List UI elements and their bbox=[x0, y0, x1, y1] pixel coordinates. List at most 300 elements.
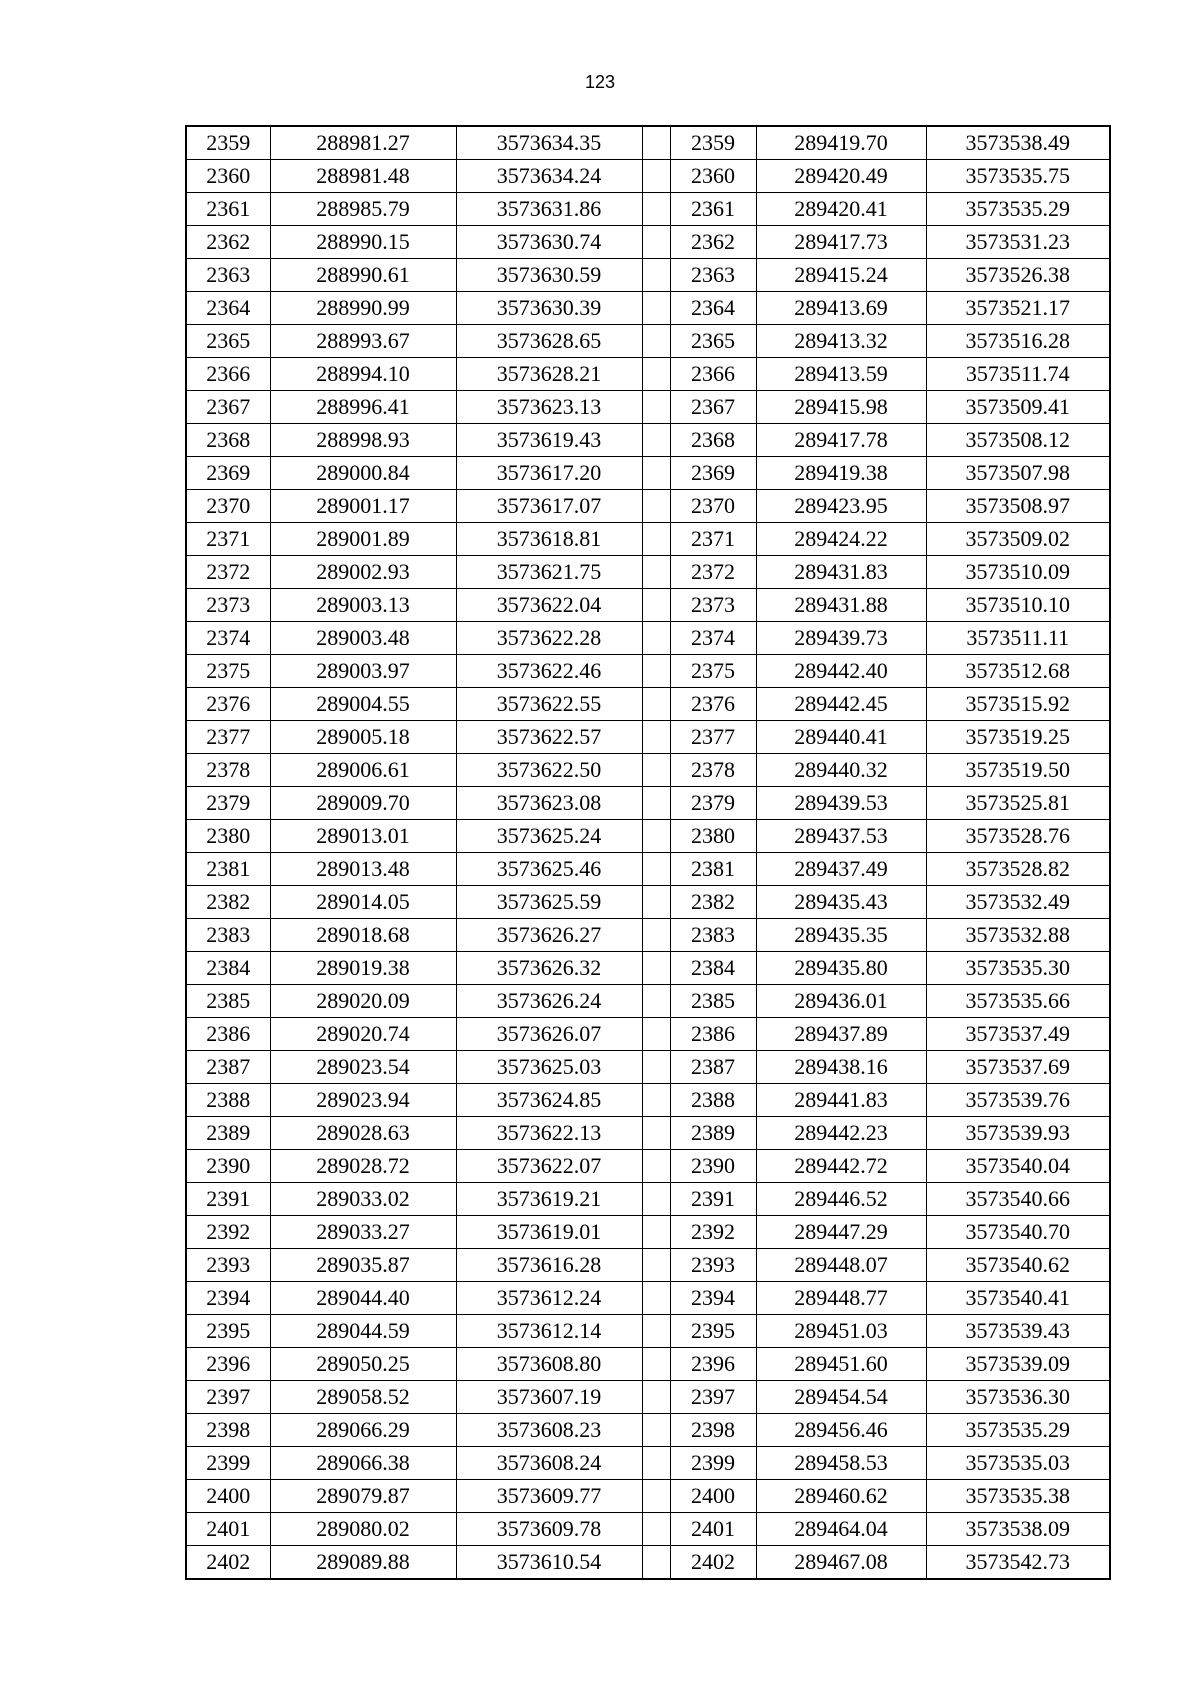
right-x-coordinate-cell: 289413.32 bbox=[756, 325, 926, 358]
left-x-coordinate-cell: 288981.27 bbox=[270, 126, 456, 160]
left-y-coordinate-cell: 3573626.27 bbox=[456, 919, 642, 952]
separator-cell bbox=[642, 391, 670, 424]
separator-cell bbox=[642, 126, 670, 160]
left-x-coordinate-cell: 289014.05 bbox=[270, 886, 456, 919]
left-y-coordinate-cell: 3573625.59 bbox=[456, 886, 642, 919]
table-row bbox=[186, 193, 1110, 226]
table-row bbox=[186, 754, 1110, 787]
coordinates-table bbox=[185, 125, 1111, 1580]
right-point-number-cell: 2387 bbox=[670, 1051, 756, 1084]
table-row bbox=[186, 259, 1110, 292]
left-x-coordinate-cell: 288985.79 bbox=[270, 193, 456, 226]
left-y-coordinate-cell: 3573621.75 bbox=[456, 556, 642, 589]
right-y-coordinate-cell: 3573510.09 bbox=[926, 556, 1110, 589]
left-point-number-cell: 2390 bbox=[186, 1150, 270, 1183]
left-point-number-cell: 2361 bbox=[186, 193, 270, 226]
table-row bbox=[186, 886, 1110, 919]
table-row bbox=[186, 952, 1110, 985]
right-point-number-cell: 2380 bbox=[670, 820, 756, 853]
left-point-number-cell: 2396 bbox=[186, 1348, 270, 1381]
left-x-coordinate-cell: 289033.02 bbox=[270, 1183, 456, 1216]
right-x-coordinate-cell: 289419.70 bbox=[756, 126, 926, 160]
separator-cell bbox=[642, 1414, 670, 1447]
right-point-number-cell: 2364 bbox=[670, 292, 756, 325]
left-point-number-cell: 2399 bbox=[186, 1447, 270, 1480]
left-point-number-cell: 2378 bbox=[186, 754, 270, 787]
right-x-coordinate-cell: 289413.59 bbox=[756, 358, 926, 391]
right-point-number-cell: 2384 bbox=[670, 952, 756, 985]
left-y-coordinate-cell: 3573617.07 bbox=[456, 490, 642, 523]
right-point-number-cell: 2374 bbox=[670, 622, 756, 655]
right-point-number-cell: 2394 bbox=[670, 1282, 756, 1315]
right-point-number-cell: 2378 bbox=[670, 754, 756, 787]
separator-cell bbox=[642, 193, 670, 226]
left-y-coordinate-cell: 3573634.24 bbox=[456, 160, 642, 193]
right-point-number-cell: 2397 bbox=[670, 1381, 756, 1414]
left-point-number-cell: 2359 bbox=[186, 126, 270, 160]
separator-cell bbox=[642, 523, 670, 556]
table-row bbox=[186, 1546, 1110, 1580]
separator-cell bbox=[642, 457, 670, 490]
right-point-number-cell: 2400 bbox=[670, 1480, 756, 1513]
left-x-coordinate-cell: 289013.48 bbox=[270, 853, 456, 886]
left-x-coordinate-cell: 289004.55 bbox=[270, 688, 456, 721]
right-y-coordinate-cell: 3573532.49 bbox=[926, 886, 1110, 919]
left-x-coordinate-cell: 289058.52 bbox=[270, 1381, 456, 1414]
left-point-number-cell: 2381 bbox=[186, 853, 270, 886]
left-y-coordinate-cell: 3573608.23 bbox=[456, 1414, 642, 1447]
left-y-coordinate-cell: 3573622.13 bbox=[456, 1117, 642, 1150]
right-x-coordinate-cell: 289439.73 bbox=[756, 622, 926, 655]
right-point-number-cell: 2376 bbox=[670, 688, 756, 721]
left-point-number-cell: 2376 bbox=[186, 688, 270, 721]
table-row bbox=[186, 1414, 1110, 1447]
separator-cell bbox=[642, 556, 670, 589]
right-y-coordinate-cell: 3573537.49 bbox=[926, 1018, 1110, 1051]
left-point-number-cell: 2389 bbox=[186, 1117, 270, 1150]
left-y-coordinate-cell: 3573625.24 bbox=[456, 820, 642, 853]
separator-cell bbox=[642, 787, 670, 820]
left-y-coordinate-cell: 3573607.19 bbox=[456, 1381, 642, 1414]
left-point-number-cell: 2369 bbox=[186, 457, 270, 490]
right-x-coordinate-cell: 289448.77 bbox=[756, 1282, 926, 1315]
right-y-coordinate-cell: 3573540.66 bbox=[926, 1183, 1110, 1216]
left-y-coordinate-cell: 3573609.78 bbox=[456, 1513, 642, 1546]
right-x-coordinate-cell: 289437.53 bbox=[756, 820, 926, 853]
left-x-coordinate-cell: 289000.84 bbox=[270, 457, 456, 490]
right-y-coordinate-cell: 3573510.10 bbox=[926, 589, 1110, 622]
left-y-coordinate-cell: 3573628.65 bbox=[456, 325, 642, 358]
table-row bbox=[186, 1183, 1110, 1216]
left-point-number-cell: 2391 bbox=[186, 1183, 270, 1216]
table-row bbox=[186, 1513, 1110, 1546]
left-point-number-cell: 2397 bbox=[186, 1381, 270, 1414]
right-y-coordinate-cell: 3573535.03 bbox=[926, 1447, 1110, 1480]
right-point-number-cell: 2359 bbox=[670, 126, 756, 160]
table-row bbox=[186, 853, 1110, 886]
left-x-coordinate-cell: 289023.54 bbox=[270, 1051, 456, 1084]
table-row bbox=[186, 457, 1110, 490]
right-x-coordinate-cell: 289439.53 bbox=[756, 787, 926, 820]
left-x-coordinate-cell: 289003.13 bbox=[270, 589, 456, 622]
right-y-coordinate-cell: 3573525.81 bbox=[926, 787, 1110, 820]
right-x-coordinate-cell: 289442.23 bbox=[756, 1117, 926, 1150]
separator-cell bbox=[642, 325, 670, 358]
table-row bbox=[186, 523, 1110, 556]
left-point-number-cell: 2373 bbox=[186, 589, 270, 622]
left-y-coordinate-cell: 3573622.55 bbox=[456, 688, 642, 721]
right-point-number-cell: 2365 bbox=[670, 325, 756, 358]
right-y-coordinate-cell: 3573540.70 bbox=[926, 1216, 1110, 1249]
table-row bbox=[186, 1447, 1110, 1480]
separator-cell bbox=[642, 1018, 670, 1051]
left-x-coordinate-cell: 289020.74 bbox=[270, 1018, 456, 1051]
left-x-coordinate-cell: 289006.61 bbox=[270, 754, 456, 787]
table-row bbox=[186, 1051, 1110, 1084]
right-y-coordinate-cell: 3573511.11 bbox=[926, 622, 1110, 655]
left-point-number-cell: 2371 bbox=[186, 523, 270, 556]
table-row bbox=[186, 1348, 1110, 1381]
left-y-coordinate-cell: 3573631.86 bbox=[456, 193, 642, 226]
left-x-coordinate-cell: 288994.10 bbox=[270, 358, 456, 391]
right-y-coordinate-cell: 3573542.73 bbox=[926, 1546, 1110, 1580]
right-point-number-cell: 2398 bbox=[670, 1414, 756, 1447]
separator-cell bbox=[642, 160, 670, 193]
left-x-coordinate-cell: 289066.29 bbox=[270, 1414, 456, 1447]
right-x-coordinate-cell: 289435.43 bbox=[756, 886, 926, 919]
left-y-coordinate-cell: 3573625.46 bbox=[456, 853, 642, 886]
left-point-number-cell: 2395 bbox=[186, 1315, 270, 1348]
right-y-coordinate-cell: 3573535.38 bbox=[926, 1480, 1110, 1513]
right-x-coordinate-cell: 289420.49 bbox=[756, 160, 926, 193]
left-point-number-cell: 2370 bbox=[186, 490, 270, 523]
right-x-coordinate-cell: 289419.38 bbox=[756, 457, 926, 490]
right-point-number-cell: 2361 bbox=[670, 193, 756, 226]
right-point-number-cell: 2396 bbox=[670, 1348, 756, 1381]
left-x-coordinate-cell: 289020.09 bbox=[270, 985, 456, 1018]
right-point-number-cell: 2363 bbox=[670, 259, 756, 292]
left-y-coordinate-cell: 3573622.57 bbox=[456, 721, 642, 754]
left-x-coordinate-cell: 289089.88 bbox=[270, 1546, 456, 1580]
right-point-number-cell: 2373 bbox=[670, 589, 756, 622]
right-x-coordinate-cell: 289417.78 bbox=[756, 424, 926, 457]
left-point-number-cell: 2375 bbox=[186, 655, 270, 688]
separator-cell bbox=[642, 1216, 670, 1249]
left-y-coordinate-cell: 3573630.39 bbox=[456, 292, 642, 325]
right-y-coordinate-cell: 3573535.66 bbox=[926, 985, 1110, 1018]
table-row bbox=[186, 1381, 1110, 1414]
right-point-number-cell: 2369 bbox=[670, 457, 756, 490]
right-y-coordinate-cell: 3573535.30 bbox=[926, 952, 1110, 985]
left-y-coordinate-cell: 3573617.20 bbox=[456, 457, 642, 490]
left-y-coordinate-cell: 3573626.24 bbox=[456, 985, 642, 1018]
right-point-number-cell: 2360 bbox=[670, 160, 756, 193]
right-y-coordinate-cell: 3573508.12 bbox=[926, 424, 1110, 457]
left-x-coordinate-cell: 289018.68 bbox=[270, 919, 456, 952]
right-y-coordinate-cell: 3573509.02 bbox=[926, 523, 1110, 556]
right-x-coordinate-cell: 289440.41 bbox=[756, 721, 926, 754]
left-x-coordinate-cell: 289002.93 bbox=[270, 556, 456, 589]
right-point-number-cell: 2382 bbox=[670, 886, 756, 919]
table-row bbox=[186, 589, 1110, 622]
table-row bbox=[186, 325, 1110, 358]
right-point-number-cell: 2377 bbox=[670, 721, 756, 754]
left-point-number-cell: 2382 bbox=[186, 886, 270, 919]
left-point-number-cell: 2394 bbox=[186, 1282, 270, 1315]
right-y-coordinate-cell: 3573539.43 bbox=[926, 1315, 1110, 1348]
separator-cell bbox=[642, 754, 670, 787]
table-row bbox=[186, 919, 1110, 952]
right-point-number-cell: 2370 bbox=[670, 490, 756, 523]
left-point-number-cell: 2368 bbox=[186, 424, 270, 457]
left-point-number-cell: 2379 bbox=[186, 787, 270, 820]
right-y-coordinate-cell: 3573528.82 bbox=[926, 853, 1110, 886]
page-number: 123 bbox=[584, 72, 616, 92]
left-point-number-cell: 2402 bbox=[186, 1546, 270, 1580]
separator-cell bbox=[642, 886, 670, 919]
left-y-coordinate-cell: 3573609.77 bbox=[456, 1480, 642, 1513]
table-row bbox=[186, 226, 1110, 259]
left-x-coordinate-cell: 289028.72 bbox=[270, 1150, 456, 1183]
right-y-coordinate-cell: 3573509.41 bbox=[926, 391, 1110, 424]
right-point-number-cell: 2379 bbox=[670, 787, 756, 820]
right-x-coordinate-cell: 289413.69 bbox=[756, 292, 926, 325]
table-row bbox=[186, 1117, 1110, 1150]
right-point-number-cell: 2402 bbox=[670, 1546, 756, 1580]
left-point-number-cell: 2365 bbox=[186, 325, 270, 358]
right-y-coordinate-cell: 3573531.23 bbox=[926, 226, 1110, 259]
left-x-coordinate-cell: 289033.27 bbox=[270, 1216, 456, 1249]
separator-cell bbox=[642, 1381, 670, 1414]
left-y-coordinate-cell: 3573622.04 bbox=[456, 589, 642, 622]
right-point-number-cell: 2375 bbox=[670, 655, 756, 688]
left-x-coordinate-cell: 289050.25 bbox=[270, 1348, 456, 1381]
left-y-coordinate-cell: 3573622.46 bbox=[456, 655, 642, 688]
right-y-coordinate-cell: 3573519.25 bbox=[926, 721, 1110, 754]
left-point-number-cell: 2372 bbox=[186, 556, 270, 589]
right-x-coordinate-cell: 289435.35 bbox=[756, 919, 926, 952]
right-x-coordinate-cell: 289438.16 bbox=[756, 1051, 926, 1084]
left-x-coordinate-cell: 288996.41 bbox=[270, 391, 456, 424]
left-x-coordinate-cell: 289066.38 bbox=[270, 1447, 456, 1480]
left-x-coordinate-cell: 289035.87 bbox=[270, 1249, 456, 1282]
right-point-number-cell: 2383 bbox=[670, 919, 756, 952]
right-point-number-cell: 2368 bbox=[670, 424, 756, 457]
separator-cell bbox=[642, 1447, 670, 1480]
left-y-coordinate-cell: 3573630.74 bbox=[456, 226, 642, 259]
right-y-coordinate-cell: 3573526.38 bbox=[926, 259, 1110, 292]
left-point-number-cell: 2367 bbox=[186, 391, 270, 424]
left-y-coordinate-cell: 3573622.07 bbox=[456, 1150, 642, 1183]
right-point-number-cell: 2385 bbox=[670, 985, 756, 1018]
table-row bbox=[186, 1150, 1110, 1183]
right-x-coordinate-cell: 289467.08 bbox=[756, 1546, 926, 1580]
right-x-coordinate-cell: 289448.07 bbox=[756, 1249, 926, 1282]
left-x-coordinate-cell: 289001.17 bbox=[270, 490, 456, 523]
left-y-coordinate-cell: 3573630.59 bbox=[456, 259, 642, 292]
right-point-number-cell: 2371 bbox=[670, 523, 756, 556]
right-y-coordinate-cell: 3573538.09 bbox=[926, 1513, 1110, 1546]
left-x-coordinate-cell: 288990.61 bbox=[270, 259, 456, 292]
left-point-number-cell: 2364 bbox=[186, 292, 270, 325]
separator-cell bbox=[642, 1051, 670, 1084]
left-y-coordinate-cell: 3573608.80 bbox=[456, 1348, 642, 1381]
left-y-coordinate-cell: 3573616.28 bbox=[456, 1249, 642, 1282]
left-x-coordinate-cell: 288998.93 bbox=[270, 424, 456, 457]
separator-cell bbox=[642, 655, 670, 688]
right-y-coordinate-cell: 3573538.49 bbox=[926, 126, 1110, 160]
right-point-number-cell: 2366 bbox=[670, 358, 756, 391]
right-y-coordinate-cell: 3573535.29 bbox=[926, 193, 1110, 226]
left-x-coordinate-cell: 289003.48 bbox=[270, 622, 456, 655]
right-x-coordinate-cell: 289456.46 bbox=[756, 1414, 926, 1447]
left-point-number-cell: 2388 bbox=[186, 1084, 270, 1117]
left-x-coordinate-cell: 288990.15 bbox=[270, 226, 456, 259]
right-x-coordinate-cell: 289442.40 bbox=[756, 655, 926, 688]
right-x-coordinate-cell: 289454.54 bbox=[756, 1381, 926, 1414]
left-y-coordinate-cell: 3573612.14 bbox=[456, 1315, 642, 1348]
left-y-coordinate-cell: 3573619.21 bbox=[456, 1183, 642, 1216]
left-point-number-cell: 2386 bbox=[186, 1018, 270, 1051]
right-x-coordinate-cell: 289464.04 bbox=[756, 1513, 926, 1546]
left-point-number-cell: 2380 bbox=[186, 820, 270, 853]
left-point-number-cell: 2383 bbox=[186, 919, 270, 952]
left-y-coordinate-cell: 3573634.35 bbox=[456, 126, 642, 160]
left-y-coordinate-cell: 3573619.01 bbox=[456, 1216, 642, 1249]
left-y-coordinate-cell: 3573626.07 bbox=[456, 1018, 642, 1051]
left-y-coordinate-cell: 3573619.43 bbox=[456, 424, 642, 457]
table-row bbox=[186, 721, 1110, 754]
separator-cell bbox=[642, 688, 670, 721]
right-x-coordinate-cell: 289431.88 bbox=[756, 589, 926, 622]
right-x-coordinate-cell: 289451.60 bbox=[756, 1348, 926, 1381]
coordinates-table-body bbox=[186, 126, 1110, 1579]
right-point-number-cell: 2389 bbox=[670, 1117, 756, 1150]
left-point-number-cell: 2384 bbox=[186, 952, 270, 985]
table-row bbox=[186, 292, 1110, 325]
table-row bbox=[186, 1084, 1110, 1117]
right-y-coordinate-cell: 3573511.74 bbox=[926, 358, 1110, 391]
left-y-coordinate-cell: 3573623.08 bbox=[456, 787, 642, 820]
right-x-coordinate-cell: 289441.83 bbox=[756, 1084, 926, 1117]
right-y-coordinate-cell: 3573507.98 bbox=[926, 457, 1110, 490]
left-y-coordinate-cell: 3573618.81 bbox=[456, 523, 642, 556]
left-x-coordinate-cell: 289013.01 bbox=[270, 820, 456, 853]
left-point-number-cell: 2362 bbox=[186, 226, 270, 259]
left-point-number-cell: 2400 bbox=[186, 1480, 270, 1513]
right-y-coordinate-cell: 3573539.09 bbox=[926, 1348, 1110, 1381]
right-y-coordinate-cell: 3573528.76 bbox=[926, 820, 1110, 853]
table-row bbox=[186, 655, 1110, 688]
table-row bbox=[186, 1282, 1110, 1315]
right-point-number-cell: 2388 bbox=[670, 1084, 756, 1117]
separator-cell bbox=[642, 226, 670, 259]
right-point-number-cell: 2392 bbox=[670, 1216, 756, 1249]
left-x-coordinate-cell: 289023.94 bbox=[270, 1084, 456, 1117]
right-y-coordinate-cell: 3573540.04 bbox=[926, 1150, 1110, 1183]
table-row bbox=[186, 126, 1110, 160]
left-x-coordinate-cell: 289079.87 bbox=[270, 1480, 456, 1513]
separator-cell bbox=[642, 292, 670, 325]
right-y-coordinate-cell: 3573508.97 bbox=[926, 490, 1110, 523]
right-y-coordinate-cell: 3573532.88 bbox=[926, 919, 1110, 952]
left-y-coordinate-cell: 3573622.50 bbox=[456, 754, 642, 787]
separator-cell bbox=[642, 490, 670, 523]
left-y-coordinate-cell: 3573608.24 bbox=[456, 1447, 642, 1480]
right-y-coordinate-cell: 3573515.92 bbox=[926, 688, 1110, 721]
table-row bbox=[186, 160, 1110, 193]
table-row bbox=[186, 1480, 1110, 1513]
right-x-coordinate-cell: 289442.72 bbox=[756, 1150, 926, 1183]
right-point-number-cell: 2390 bbox=[670, 1150, 756, 1183]
right-y-coordinate-cell: 3573539.76 bbox=[926, 1084, 1110, 1117]
table-row bbox=[186, 622, 1110, 655]
right-x-coordinate-cell: 289431.83 bbox=[756, 556, 926, 589]
left-x-coordinate-cell: 288981.48 bbox=[270, 160, 456, 193]
separator-cell bbox=[642, 622, 670, 655]
left-point-number-cell: 2387 bbox=[186, 1051, 270, 1084]
right-y-coordinate-cell: 3573540.41 bbox=[926, 1282, 1110, 1315]
table-row bbox=[186, 556, 1110, 589]
right-y-coordinate-cell: 3573512.68 bbox=[926, 655, 1110, 688]
separator-cell bbox=[642, 1546, 670, 1580]
separator-cell bbox=[642, 820, 670, 853]
left-x-coordinate-cell: 289044.40 bbox=[270, 1282, 456, 1315]
table-row bbox=[186, 424, 1110, 457]
right-x-coordinate-cell: 289436.01 bbox=[756, 985, 926, 1018]
right-x-coordinate-cell: 289435.80 bbox=[756, 952, 926, 985]
right-x-coordinate-cell: 289458.53 bbox=[756, 1447, 926, 1480]
left-point-number-cell: 2392 bbox=[186, 1216, 270, 1249]
right-x-coordinate-cell: 289460.62 bbox=[756, 1480, 926, 1513]
left-point-number-cell: 2377 bbox=[186, 721, 270, 754]
left-y-coordinate-cell: 3573625.03 bbox=[456, 1051, 642, 1084]
right-point-number-cell: 2393 bbox=[670, 1249, 756, 1282]
table-row bbox=[186, 490, 1110, 523]
right-point-number-cell: 2401 bbox=[670, 1513, 756, 1546]
left-y-coordinate-cell: 3573628.21 bbox=[456, 358, 642, 391]
left-point-number-cell: 2401 bbox=[186, 1513, 270, 1546]
left-x-coordinate-cell: 289003.97 bbox=[270, 655, 456, 688]
right-point-number-cell: 2372 bbox=[670, 556, 756, 589]
right-x-coordinate-cell: 289417.73 bbox=[756, 226, 926, 259]
right-point-number-cell: 2391 bbox=[670, 1183, 756, 1216]
separator-cell bbox=[642, 1513, 670, 1546]
table-row bbox=[186, 820, 1110, 853]
right-x-coordinate-cell: 289442.45 bbox=[756, 688, 926, 721]
left-y-coordinate-cell: 3573612.24 bbox=[456, 1282, 642, 1315]
right-y-coordinate-cell: 3573519.50 bbox=[926, 754, 1110, 787]
separator-cell bbox=[642, 259, 670, 292]
separator-cell bbox=[642, 1480, 670, 1513]
right-x-coordinate-cell: 289447.29 bbox=[756, 1216, 926, 1249]
table-row bbox=[186, 358, 1110, 391]
table-row bbox=[186, 391, 1110, 424]
table-row bbox=[186, 1315, 1110, 1348]
left-y-coordinate-cell: 3573610.54 bbox=[456, 1546, 642, 1580]
separator-cell bbox=[642, 1315, 670, 1348]
right-y-coordinate-cell: 3573516.28 bbox=[926, 325, 1110, 358]
right-y-coordinate-cell: 3573539.93 bbox=[926, 1117, 1110, 1150]
left-x-coordinate-cell: 288993.67 bbox=[270, 325, 456, 358]
left-x-coordinate-cell: 289001.89 bbox=[270, 523, 456, 556]
separator-cell bbox=[642, 589, 670, 622]
table-row bbox=[186, 787, 1110, 820]
right-x-coordinate-cell: 289451.03 bbox=[756, 1315, 926, 1348]
right-point-number-cell: 2367 bbox=[670, 391, 756, 424]
left-x-coordinate-cell: 289044.59 bbox=[270, 1315, 456, 1348]
separator-cell bbox=[642, 1117, 670, 1150]
